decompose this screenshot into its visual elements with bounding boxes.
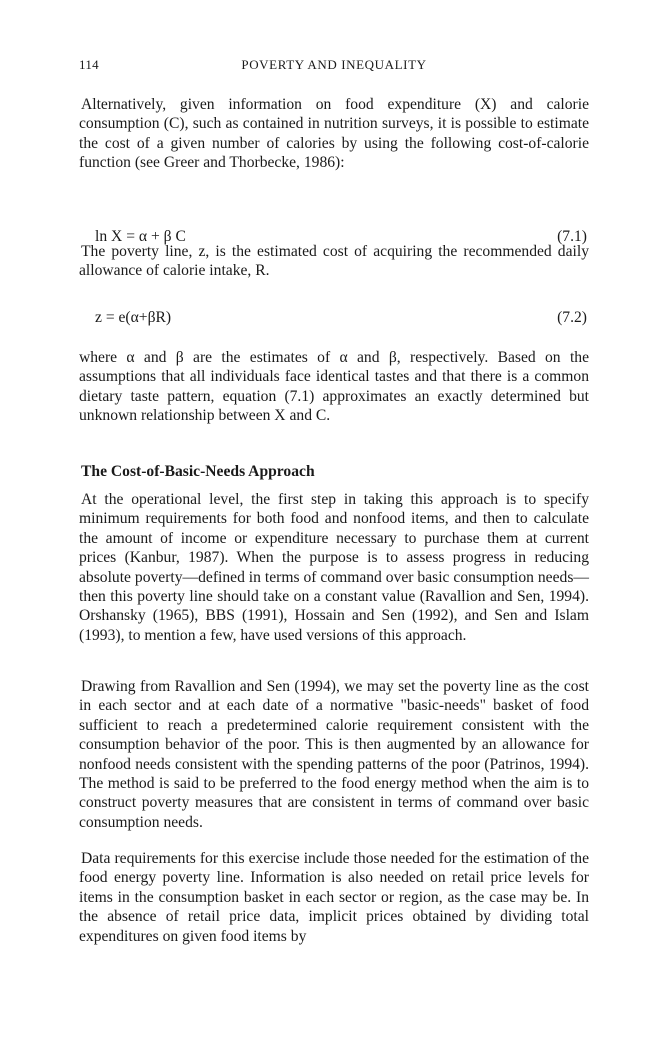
section-heading: The Cost-of-Basic-Needs Approach (81, 463, 315, 480)
equation-number: (7.1) (557, 228, 587, 245)
paragraph-intro: Alternatively, given information on food expenditure (X) and calorie consumption (C), such as contained in nutrition surveys, it is possible to estimate the cost of a given number of calories by using the following cost-of-calorie function (see Greer and Thorbecke, 1986): (79, 96, 589, 172)
equation-number: (7.2) (557, 309, 587, 326)
running-header (79, 57, 589, 77)
page-number: 114 (79, 57, 99, 72)
equation-body: ln X = α + β C (95, 228, 186, 245)
equation-body: z = e(α+βR) (95, 309, 172, 326)
equation-7-2 (79, 309, 589, 329)
paragraph-drawing: Drawing from Ravallion and Sen (1994), we may set the poverty line as the cost in each sector and at each date of a normative "basic-needs" basket of food sufficient to reach a predetermined calorie requirement consistent with the consumption behavior of the poor. This is then augmented by an allowance for nonfood needs consistent with the spending patterns of the poor (Patrinos, 1994). The method is said to be preferred to the food energy method when the aim is to construct poverty measures that are consistent in terms of command over basic consumption needs. (79, 678, 589, 831)
paragraph-data-requirements: Data requirements for this exercise include those needed for the estimation of the food energy poverty line. Information is also needed on retail price levels for items in the consumption basket in each sector or region, as the case may be. In the absence of retail price data, implicit prices obtained by dividing total expenditures on given food items by (79, 850, 589, 945)
paragraph-poverty-line: The poverty line, z, is the estimated cost of acquiring the recommended daily allowance of calorie intake, R. (79, 243, 589, 280)
paragraph-estimates: where α and β are the estimates of α and β, respectively. Based on the assumptions that all individuals face identical tastes and that there is a common dietary taste pattern, equation (7.1) approximates an exactly determined but unknown relationship between X and C. (79, 349, 589, 425)
paragraph-operational: At the operational level, the first step in taking this approach is to specify minimum requirements for both food and nonfood items, and then to calculate the amount of income or expenditure necessary to purchase them at current prices (Kanbur, 1987). When the purpose is to assess progress in reducing absolute poverty—defined in terms of command over basic consumption needs—then this poverty line should take on a constant value (Ravallion and Sen, 1994). Orshansky (1965), BBS (1991), Hossain and Sen (1992), and Sen and Islam (1993), to mention a few, have used versions of this approach. (79, 491, 589, 644)
running-title: POVERTY AND INEQUALITY (241, 57, 427, 72)
